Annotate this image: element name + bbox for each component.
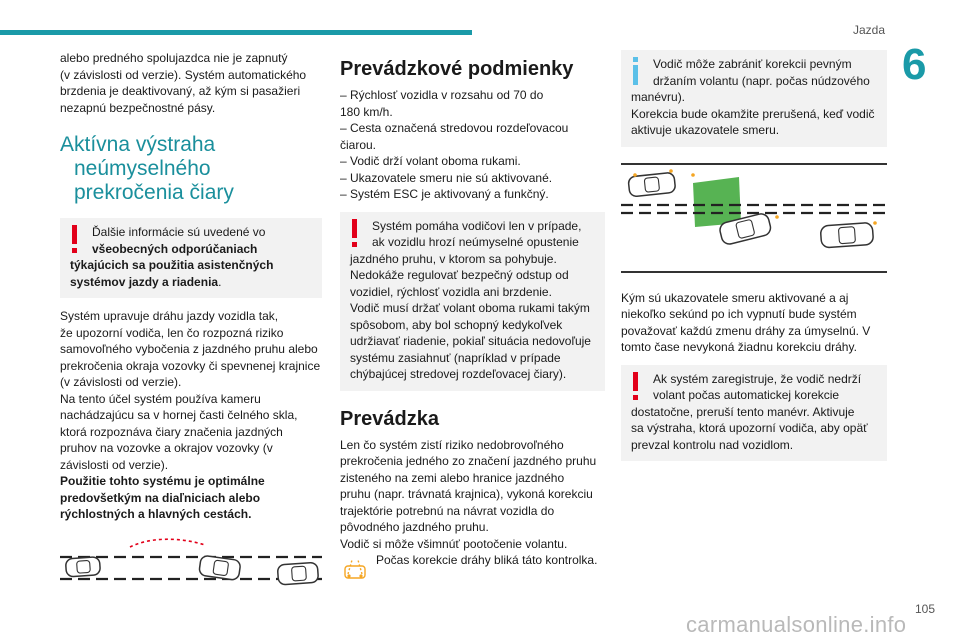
list-item: čiarou. [340, 137, 377, 152]
text-line: nezapnú bezpečnostné pásy. [60, 100, 216, 115]
note-line: spôsobom, aby bol schopný kedykoľvek [350, 317, 563, 332]
note-line: ak vozidlu hrozí neúmyselné opustenie [372, 235, 579, 249]
text-line: (v závislosti od verzie). Systém automatického [60, 67, 307, 82]
lamp-description: Počas korekcie dráhy bliká táto kontrolka. [376, 553, 598, 567]
note-line: chýbajúcej stredovej rozdeľovacej čiary). [350, 367, 567, 381]
note-line: Nedokáže regulovať bezpečný odstup od [350, 268, 569, 282]
description-text [60, 308, 322, 523]
text-line: brzdenia je deaktivovaný, až kým si pasažieri [60, 84, 301, 98]
text-line: alebo predného spolujazdca nie je zapnutý [60, 51, 288, 65]
chapter-title: Jazda [852, 23, 885, 37]
note-line: jazdného pruhu, v ktorom sa pohybuje. [350, 251, 557, 266]
note-line: systému zasiahnuť (napríklad v prípade [350, 350, 561, 365]
chapter-number: 6 [902, 40, 927, 89]
warning-note [340, 212, 605, 391]
column-3 [621, 50, 887, 461]
note-line: vozidiel, rýchlosť vozidla ani brzdenie. [350, 284, 552, 299]
text-line: prekročenia jedného zo značení jazdného pruhu [340, 454, 597, 468]
heading-line: neúmyselného [74, 157, 211, 180]
car-right-corrected-icon [277, 562, 318, 585]
note-line: Korekcia bude okamžite prerušená, keď vodič [631, 106, 875, 121]
figure-bottom-rule [621, 271, 887, 273]
note-line: Vodič môže zabrániť korekcii pevným [653, 57, 852, 71]
operation-text [340, 437, 605, 553]
list-item: – Rýchlosť vozidla v rozsahu od 70 do [340, 88, 544, 102]
section-heading-operating-conditions: Prevádzkové podmienky [340, 58, 574, 80]
text-line: závislosti od verzie). [60, 457, 169, 472]
indicator-lamp-row [340, 552, 605, 569]
text-line: považovať každú zmenu dráhy za úmyselnú. V [621, 323, 871, 338]
heading-line: prekročenia čiary [74, 181, 234, 204]
list-item: 180 km/h. [340, 104, 393, 119]
note-line: systémov jazdy a riadenia [70, 274, 219, 289]
text-line: tomto čase nevykoná žiadnu korekciu dráhy. [621, 340, 857, 354]
text-line: pôvodného jazdného pruhu. [340, 520, 489, 534]
text-line: trajektórie potrebnú na návrat vozidla do [340, 503, 555, 518]
note-line: držaním volantu (napr. počas núdzového [653, 73, 870, 88]
info-note [621, 50, 887, 147]
text-line: nachádzajúcu sa v hornej časti čelného skla, [60, 408, 298, 422]
text-line: ktorá rozpoznáva čiary značenia jazdných [60, 424, 283, 439]
column-2 [340, 50, 605, 569]
text-line: pruhu (napr. trávnatá krajnica), vykoná korekciu [340, 487, 593, 501]
lane-assist-warning-lamp-icon [340, 552, 370, 582]
warning-icon [72, 225, 78, 255]
list-item: – Cesta označená stredovou rozdeľovacou [340, 121, 569, 135]
note-line: Systém pomáha vodičovi len v prípade, [372, 218, 582, 233]
note-line: Ak systém zaregistruje, že vodič nedrží [653, 371, 862, 386]
note-line: všeobecných odporúčaniach [92, 241, 258, 256]
header-accent-bar [0, 30, 472, 35]
section-heading-operation: Prevádzka [340, 407, 439, 430]
note-line: prevzal kontrolu nad vozidlom. [631, 437, 794, 452]
text-line: Na tento účel systém používa kameru [60, 391, 261, 406]
section-heading-lane-assist [60, 133, 322, 205]
text-line: Len čo systém zistí riziko nedobrovoľného [340, 437, 564, 452]
list-item: – Vodič drží volant oboma rukami. [340, 154, 521, 168]
warning-icon [352, 219, 358, 249]
note-line: volant počas automatickej korekcie [653, 388, 840, 402]
watermark: carmanualsonline.info [686, 612, 907, 637]
warning-icon [633, 372, 639, 402]
list-item: – Ukazovatele smeru nie sú aktivované. [340, 170, 553, 185]
page-number: 105 [914, 602, 935, 616]
text-line: (v závislosti od verzie). [60, 375, 182, 389]
text-line: že upozorní vodiča, len čo rozpozná riziko [60, 325, 284, 340]
text-line: zisteného na zemi alebo hranice jazdného [340, 470, 565, 485]
intro-text [60, 50, 322, 116]
note-line: aktivuje ukazovatele smeru. [631, 123, 780, 137]
note-line: udržiavať riadenie, pokiaľ situácia nedovoľuje [350, 334, 591, 348]
text-line: predovšetkým na diaľniciach alebo [60, 490, 261, 505]
lane-correction-illustration [60, 535, 322, 601]
note-line-end: . [218, 274, 222, 289]
turn-signal-text [621, 290, 887, 356]
note-line: Vodič musí držať volant oboma rukami takým [350, 301, 590, 315]
text-line: Vodič si môže všimnúť pootočenie volantu. [340, 536, 568, 551]
text-line: prekročenia okraja vozovky či spevnenej krajnice [60, 358, 321, 373]
text-line: niekoľko sekúnd po ich vypnutí bude systém [621, 307, 857, 321]
note-line: Ďalšie informácie sú uvedené vo [92, 225, 266, 239]
text-line: Použitie tohto systému je optimálne [60, 474, 265, 488]
info-icon [633, 57, 639, 85]
list-item: – Systém ESC je aktivovaný a funkčný. [340, 187, 549, 201]
text-line: Systém upravuje dráhu jazdy vozidla tak, [60, 309, 279, 323]
conditions-list [340, 87, 605, 203]
car-center-drifting-icon [199, 555, 241, 580]
car-behind-icon [820, 222, 873, 248]
text-line: Kým sú ukazovatele smeru aktivované a aj [621, 290, 849, 305]
text-line: pruhov na vozovke a okrajov vozovky (v [60, 441, 273, 455]
text-line: samovoľného vybočenia z jazdného pruhu alebo [60, 342, 318, 356]
lane-return-illustration [621, 165, 887, 271]
note-line: týkajúcich sa použitia asistenčných [70, 258, 274, 272]
column-1 [60, 50, 322, 601]
note-line: manévru). [631, 90, 686, 104]
car-left-drifting-icon [65, 556, 100, 576]
warning-note [60, 218, 322, 298]
warning-note [621, 365, 887, 462]
heading-line: Aktívna výstraha [60, 133, 216, 156]
text-line: rýchlostných a hlavných cestách. [60, 507, 252, 521]
note-line: sa výstraha, ktorá upozorní vodiča, aby opäť [631, 421, 868, 435]
note-line: dostatočne, preruší tento manévr. Aktivuje [631, 404, 855, 419]
